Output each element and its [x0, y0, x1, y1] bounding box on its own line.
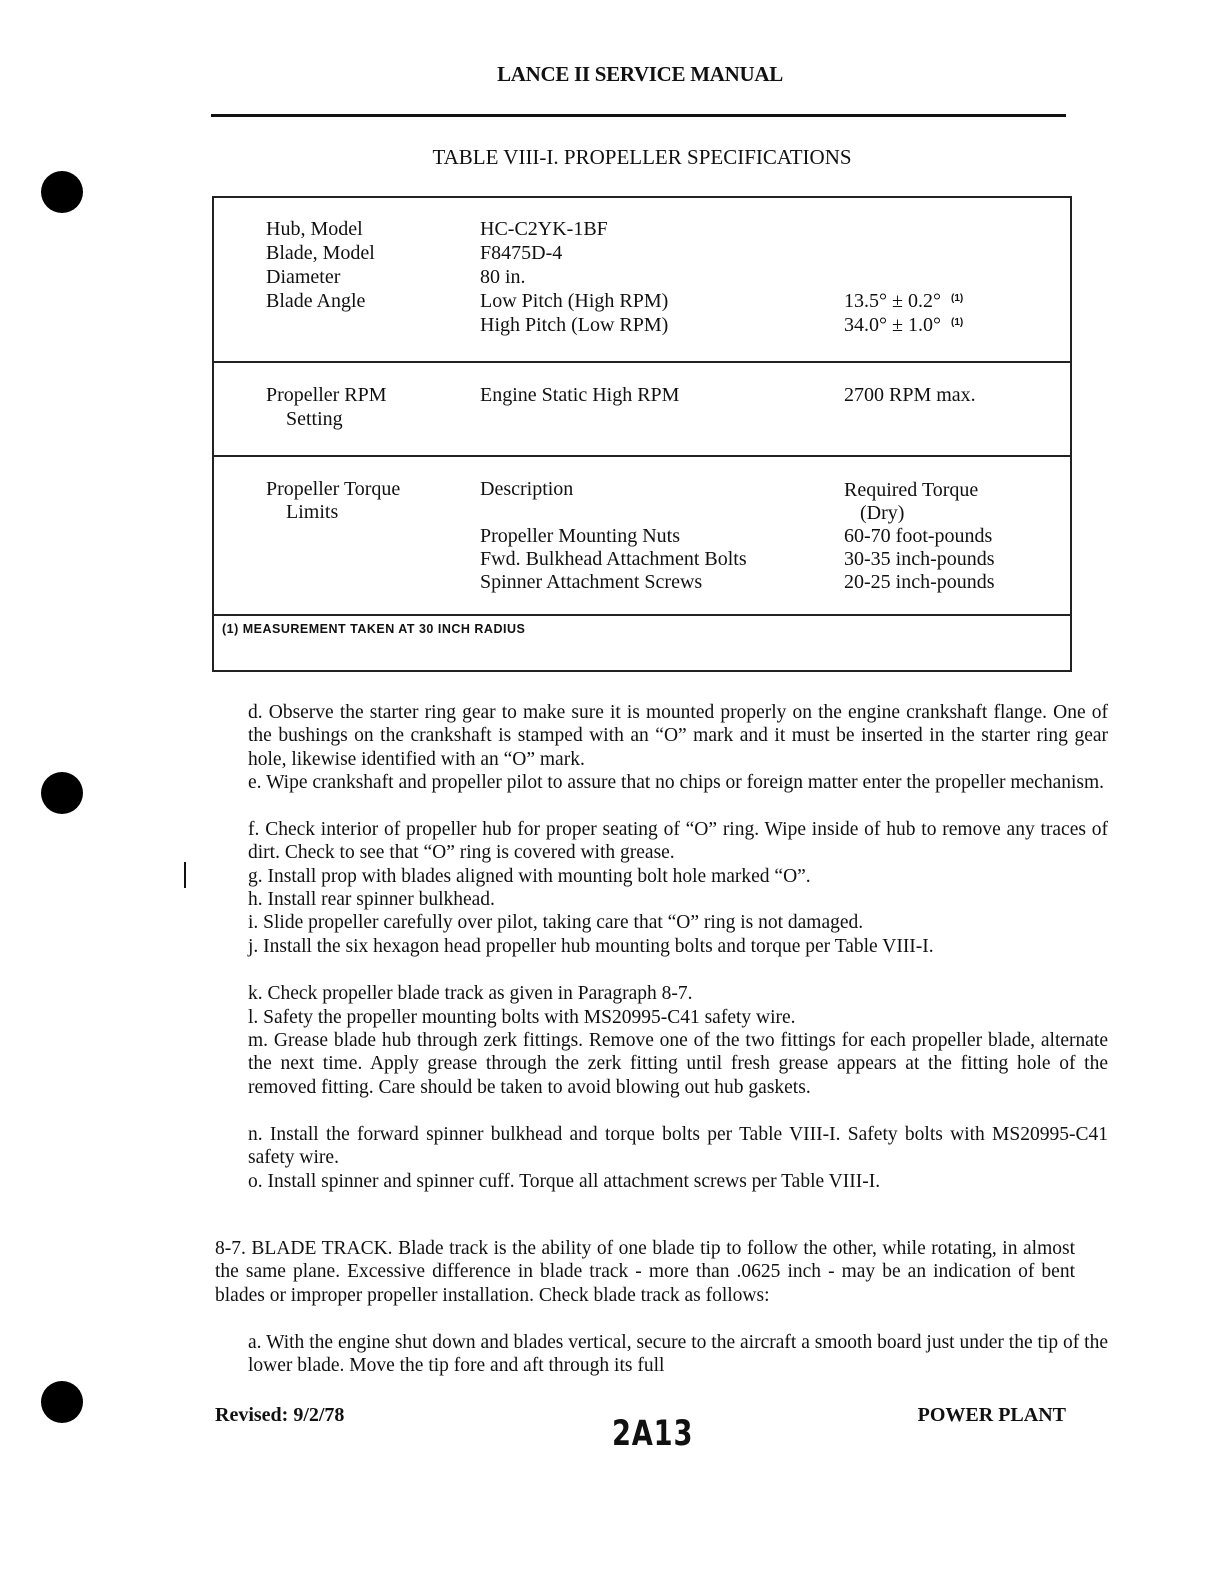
step-label: k.: [248, 983, 263, 1004]
binder-hole-top: [41, 171, 83, 213]
revision-date: Revised: 9/2/78: [215, 1404, 345, 1426]
step-o: [215, 1170, 1108, 1193]
torque-item-desc: Spinner Attachment Screws: [480, 571, 703, 593]
blade-track-paragraph: [215, 1237, 1075, 1307]
step-text: Grease blade hub through zerk fittings. Remove one of the two fittings for each propeller blade, alternate the next time. Apply grease through the zerk fitting until fresh grease appears at the fitting hole of the removed fitting. Care should be taken to avoid blowing out hub gaskets.: [248, 1030, 1109, 1098]
step-k: [215, 982, 1108, 1005]
step-g: [215, 865, 1108, 888]
step-text: Safety the propeller mounting bolts with MS20995-C41 safety wire.: [263, 1007, 796, 1028]
step-text: With the engine shut down and blades vertical, secure to the aircraft a smooth board just under the tip of the lower blade. Move the tip fore and aft through its full: [248, 1332, 1108, 1377]
row-hub-label: Hub, Model: [266, 218, 363, 240]
section-name: POWER PLANT: [917, 1404, 1066, 1426]
rpm-desc: Engine Static High RPM: [480, 384, 680, 406]
step-l: [215, 1006, 1108, 1029]
torque-item-value: 30-35 inch-pounds: [844, 548, 995, 570]
fiche-code: 2A13: [612, 1414, 694, 1454]
torque-item-value: 20-25 inch-pounds: [844, 571, 995, 593]
step-label: n.: [248, 1124, 263, 1145]
change-bar: [184, 862, 186, 888]
step-text: Install prop with blades aligned with mounting bolt hole marked “O”.: [267, 866, 811, 887]
step-m: [215, 1029, 1108, 1099]
torque-value-header: Required Torque: [844, 479, 979, 501]
step-text: Check interior of propeller hub for proper seating of “O” ring. Wipe inside of hub to remove any traces of dirt. Check to see that “O” ring is covered with grease.: [248, 819, 1109, 864]
row-hub-value: HC-C2YK-1BF: [480, 218, 608, 240]
step-h: [215, 888, 1108, 911]
table-footnote: (1) MEASUREMENT TAKEN AT 30 INCH RADIUS: [222, 622, 526, 636]
row-low-pitch-value: 13.5° ± 0.2° $^{(1)}$: [844, 290, 964, 312]
footnote-ref: (1): [950, 293, 964, 304]
row-high-pitch-desc: High Pitch (Low RPM): [480, 314, 669, 336]
step-label: g.: [248, 866, 263, 887]
step-label: o.: [248, 1171, 263, 1192]
step-label: d.: [248, 702, 263, 723]
rpm-label-line2: Setting: [286, 408, 343, 430]
page-title: LANCE II SERVICE MANUAL: [497, 62, 783, 86]
table-section-torque: [214, 455, 1070, 616]
table-section-models: [214, 198, 1070, 361]
title-rule: [211, 114, 1066, 117]
row-high-pitch-value: 34.0° ± 1.0° $^{(1)}$: [844, 314, 964, 336]
table-caption: TABLE VIII-I. PROPELLER SPECIFICATIONS: [432, 145, 852, 169]
step-label: l.: [248, 1007, 259, 1028]
step-label: j.: [248, 936, 259, 957]
torque-value-header-dry: (Dry): [860, 502, 905, 524]
section-heading: 8-7. BLADE TRACK.: [215, 1238, 393, 1259]
binder-hole-bottom: [41, 1381, 83, 1423]
torque-label-line1: Propeller Torque: [266, 478, 401, 500]
step-j: [215, 935, 1108, 958]
row-diameter-label: Diameter: [266, 266, 341, 288]
step-i: [215, 911, 1108, 934]
row-blade-angle-label: Blade Angle: [266, 290, 366, 312]
binder-hole-middle: [41, 772, 83, 814]
row-blade-value: F8475D-4: [480, 242, 563, 264]
step-label: a.: [248, 1332, 262, 1353]
footnote-ref: (1): [950, 317, 964, 328]
torque-desc-header: Description: [480, 478, 574, 500]
propeller-spec-table: [212, 196, 1072, 672]
torque-item-value: 60-70 foot-pounds: [844, 525, 993, 547]
table-section-footnote: [214, 614, 1070, 672]
step-text: Install the six hexagon head propeller hub mounting bolts and torque per Table VIII-I.: [263, 936, 934, 957]
torque-label-line2: Limits: [286, 501, 339, 523]
step-f: [215, 818, 1108, 865]
rpm-value: 2700 RPM max.: [844, 384, 976, 406]
step-d: [215, 701, 1108, 771]
step-text: Observe the starter ring gear to make sure it is mounted properly on the engine crankshaft flange. One of the bushings on the crankshaft is stamped with an “O” mark and it must be inserted in the starter ring gear hole, likewise identified with an “O” mark.: [248, 702, 1108, 770]
step-label: h.: [248, 889, 263, 910]
rpm-label-line1: Propeller RPM: [266, 384, 387, 406]
row-low-pitch-desc: Low Pitch (High RPM): [480, 290, 669, 312]
step-label: f.: [248, 819, 260, 840]
step-text: Install spinner and spinner cuff. Torque all attachment screws per Table VIII-I.: [267, 1171, 881, 1192]
table-section-rpm: [214, 361, 1070, 457]
step-text: Install the forward spinner bulkhead and torque bolts per Table VIII-I. Safety bolts with MS20995-C41 safety wire.: [248, 1124, 1108, 1169]
blade-track-text: Blade track is the ability of one blade tip to follow the other, while rotating, in almost the same plane. Excessive difference in blade track - more than .0625 inch - may be an indication of bent blades or improper propeller installation. Check blade track as follows:: [215, 1238, 1076, 1306]
blade-track-step-a: [215, 1331, 1108, 1378]
step-label: i.: [248, 912, 259, 933]
torque-item-desc: Fwd. Bulkhead Attachment Bolts: [480, 548, 747, 570]
step-n: [215, 1123, 1108, 1170]
step-label: m.: [248, 1030, 269, 1051]
step-text: Install rear spinner bulkhead.: [267, 889, 495, 910]
row-diameter-value: 80 in.: [480, 266, 526, 288]
torque-item-desc: Propeller Mounting Nuts: [480, 525, 680, 547]
row-blade-label: Blade, Model: [266, 242, 375, 264]
step-e: [215, 771, 1108, 794]
step-text: Check propeller blade track as given in Paragraph 8-7.: [267, 983, 693, 1004]
step-text: Wipe crankshaft and propeller pilot to assure that no chips or foreign matter enter the propeller mechanism.: [266, 772, 1105, 793]
step-text: Slide propeller carefully over pilot, taking care that “O” ring is not damaged.: [263, 912, 864, 933]
step-label: e.: [248, 772, 262, 793]
